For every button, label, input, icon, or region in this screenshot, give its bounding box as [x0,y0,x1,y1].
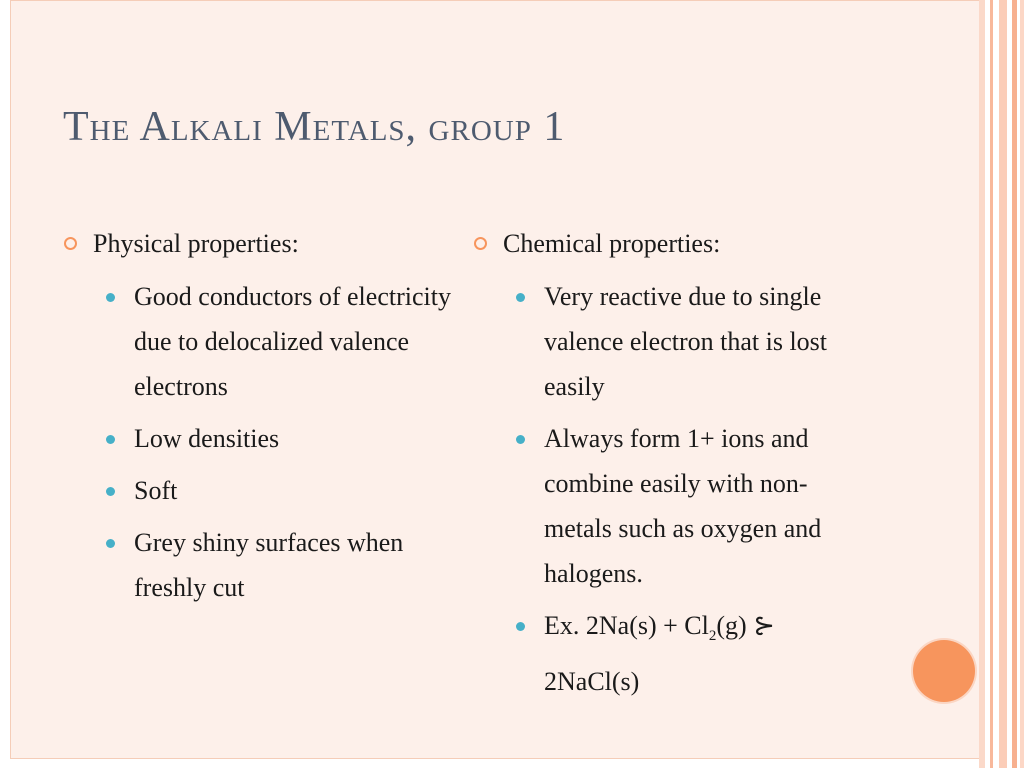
chemical-properties-list [474,274,864,704]
decorative-stripe [990,0,993,768]
list-item: Low densities [64,416,454,461]
reaction-example: Ex. $2Na(s) + Cl_2(g)$ ⊱ 2NaCl(s) [474,603,864,704]
ring-bullet-icon [474,237,487,250]
decorative-stripe [1020,0,1024,768]
decorative-stripe [1012,0,1017,768]
physical-properties-heading [64,226,454,262]
chemical-properties-heading [474,226,864,262]
list-item: Soft [64,468,454,513]
reaction-arrow-icon: ⊱ [753,611,775,640]
heading-text: Physical properties: [93,229,299,258]
physical-properties-column [64,226,454,617]
dot-bullet-icon [516,622,525,631]
decorative-stripe [999,0,1007,768]
ring-bullet-icon [64,237,77,250]
dot-bullet-icon [516,435,525,444]
list-item: Very reactive due to single valence electron that is lost easily [474,274,864,409]
slide-title: The Alkali Metals, group 1 [63,104,566,150]
dot-bullet-icon [516,293,525,302]
decorative-circle [913,640,975,702]
dot-bullet-icon [106,487,115,496]
list-item: Grey shiny surfaces when freshly cut [64,520,454,610]
heading-text: Chemical properties: [503,229,721,258]
physical-properties-list [64,274,454,610]
decorative-stripe [979,0,985,768]
chemical-properties-column [474,226,864,711]
list-item: Always form 1+ ions and combine easily with non-metals such as oxygen and halogens. [474,416,864,596]
list-item: Good conductors of electricity due to delocalized valence electrons [64,274,454,409]
dot-bullet-icon [106,435,115,444]
dot-bullet-icon [106,539,115,548]
dot-bullet-icon [106,293,115,302]
